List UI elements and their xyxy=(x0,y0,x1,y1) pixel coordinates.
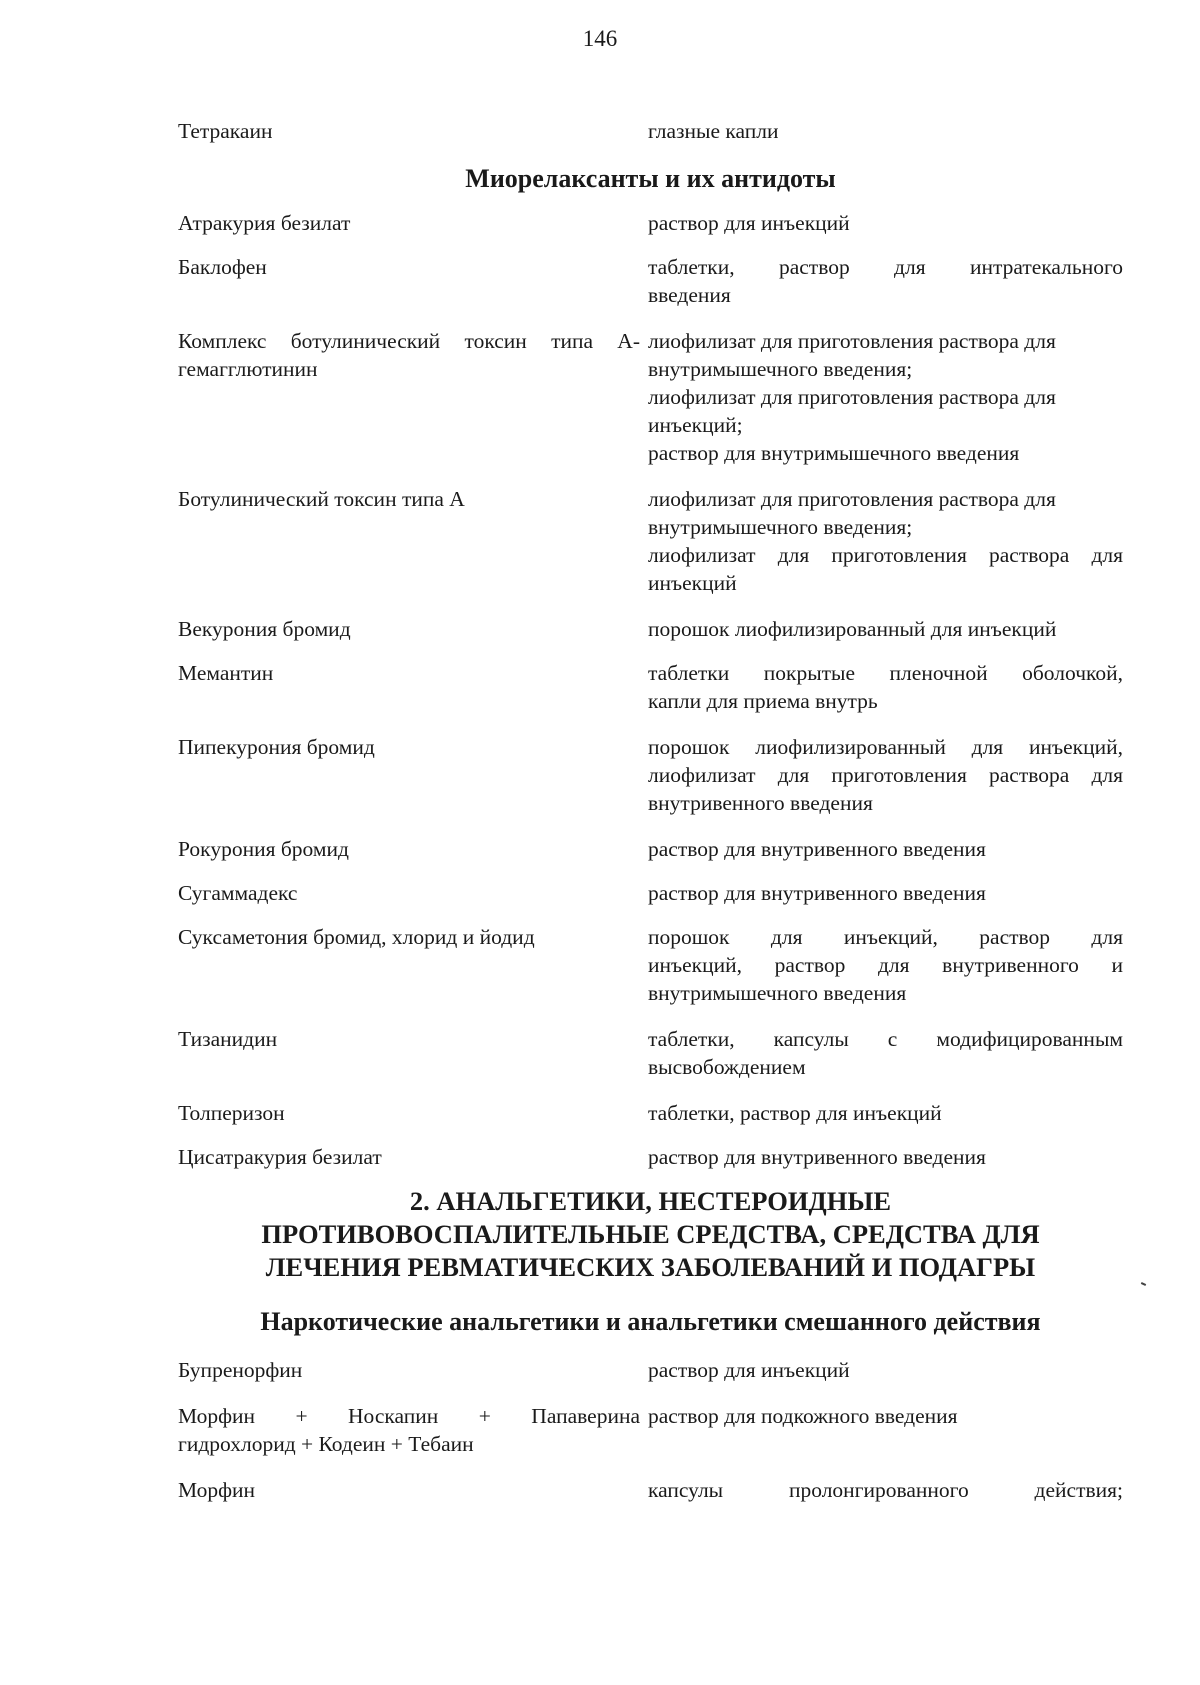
drug-name xyxy=(178,835,648,863)
text-line: раствор для внутривенного введения xyxy=(648,1145,986,1169)
table-row xyxy=(178,659,1123,715)
dosage-form xyxy=(648,1025,1123,1081)
drug-name xyxy=(178,615,648,643)
dosage-form xyxy=(648,1356,1123,1384)
text-line: капли для приема внутрь xyxy=(648,689,878,713)
page-number: 146 xyxy=(582,26,618,51)
text-line: таблетки, капсулы с модифицированным xyxy=(648,1027,1123,1051)
drug-name xyxy=(178,1356,648,1384)
text-line: лиофилизат для приготовления раствора для xyxy=(648,329,1056,353)
text-line: раствор для внутримышечного введения xyxy=(648,441,1020,465)
table-row xyxy=(178,117,1123,145)
table-row xyxy=(178,1025,1123,1081)
drug-name xyxy=(178,659,648,715)
table-row xyxy=(178,835,1123,863)
text-line: введения xyxy=(648,283,731,307)
table-row xyxy=(178,1099,1123,1127)
drug-name xyxy=(178,1476,648,1504)
drug-name xyxy=(178,1025,648,1081)
text-line: Мемантин xyxy=(178,661,274,685)
text-line: Баклофен xyxy=(178,255,267,279)
dosage-form xyxy=(648,835,1123,863)
text-line: Атракурия безилат xyxy=(178,211,351,235)
table-row xyxy=(178,615,1123,643)
document-body xyxy=(178,117,1123,1504)
text-line: Ботулинический токсин типа А xyxy=(178,487,465,511)
drug-name xyxy=(178,1099,648,1127)
text-line: таблетки, раствор для интратекального xyxy=(648,255,1123,279)
text-line: Пипекурония бромид xyxy=(178,735,375,759)
drug-name xyxy=(178,485,648,597)
drug-name xyxy=(178,879,648,907)
drug-name xyxy=(178,1402,648,1458)
text-line: лиофилизат для приготовления раствора для xyxy=(648,543,1123,567)
table-row xyxy=(178,1476,1123,1504)
drug-name xyxy=(178,209,648,237)
text-line: порошок лиофилизированный для инъекций, xyxy=(648,735,1123,759)
drug-name xyxy=(178,253,648,309)
text-line: гемагглютинин xyxy=(178,357,318,381)
text-line: гидрохлорид + Кодеин + Тебаин xyxy=(178,1432,474,1456)
text-line: Рокурония бромид xyxy=(178,837,349,861)
dosage-form xyxy=(648,209,1123,237)
pre-table xyxy=(178,117,1123,145)
text-line: раствор для подкожного введения xyxy=(648,1404,958,1428)
table-row xyxy=(178,879,1123,907)
text-line: лиофилизат для приготовления раствора для xyxy=(648,763,1123,787)
text-line: Тетракаин xyxy=(178,119,273,143)
dosage-form xyxy=(648,923,1123,1007)
text-line: Суксаметония бромид, хлорид и йодид xyxy=(178,925,535,949)
text-line: глазные капли xyxy=(648,119,779,143)
table-row xyxy=(178,1402,1123,1458)
dosage-form xyxy=(648,659,1123,715)
dosage-form xyxy=(648,1402,1123,1458)
text-line: внутривенного введения xyxy=(648,791,873,815)
table-row xyxy=(178,1356,1123,1384)
text-line: ЛЕЧЕНИЯ РЕВМАТИЧЕСКИХ ЗАБОЛЕВАНИЙ И ПОДАГРЫ xyxy=(265,1252,1036,1282)
text-line: ПРОТИВОВОСПАЛИТЕЛЬНЫЕ СРЕДСТВА, СРЕДСТВА ДЛЯ xyxy=(261,1219,1040,1249)
table-row xyxy=(178,1143,1123,1171)
text-line: инъекций; xyxy=(648,413,743,437)
text-line: капсулы пролонгированного действия; xyxy=(648,1478,1123,1502)
drug-table xyxy=(178,1356,1123,1504)
text-line: высвобождением xyxy=(648,1055,806,1079)
table-row xyxy=(178,327,1123,467)
text-line: раствор для инъекций xyxy=(648,211,850,235)
group-title xyxy=(178,1185,1123,1284)
table-row xyxy=(178,209,1123,237)
table-row xyxy=(178,733,1123,817)
text-line: Сугаммадекс xyxy=(178,881,298,905)
text-line: раствор для внутривенного введения xyxy=(648,881,986,905)
drug-name xyxy=(178,1143,648,1171)
text-line: таблетки покрытые пленочной оболочкой, xyxy=(648,661,1123,685)
dosage-form xyxy=(648,117,1123,145)
drug-name xyxy=(178,733,648,817)
text-line: Тизанидин xyxy=(178,1027,278,1051)
drug-name xyxy=(178,117,648,145)
drug-table xyxy=(178,209,1123,1171)
text-line: внутримышечного введения; xyxy=(648,515,913,539)
dosage-form xyxy=(648,485,1123,597)
text-line: 2. АНАЛЬГЕТИКИ, НЕСТЕРОИДНЫЕ xyxy=(409,1186,892,1216)
text-line: Морфин + Носкапин + Папаверина xyxy=(178,1404,640,1428)
section-heading: Миорелаксанты и их антидоты xyxy=(465,164,836,193)
scan-mark xyxy=(1141,1282,1146,1286)
text-line: лиофилизат для приготовления раствора для xyxy=(648,487,1056,511)
text-line: порошок для инъекций, раствор для xyxy=(648,925,1123,949)
drug-name xyxy=(178,327,648,467)
text-line: Морфин xyxy=(178,1478,256,1502)
dosage-form xyxy=(648,327,1123,467)
dosage-form xyxy=(648,615,1123,643)
dosage-form xyxy=(648,1476,1123,1504)
text-line: Комплекс ботулинический токсин типа А- xyxy=(178,329,640,353)
text-line: Бупренорфин xyxy=(178,1358,303,1382)
text-line: Цисатракурия безилат xyxy=(178,1145,382,1169)
text-line: инъекций, раствор для внутривенного и xyxy=(648,953,1123,977)
text-line: раствор для инъекций xyxy=(648,1358,850,1382)
text-line: Толперизон xyxy=(178,1101,285,1125)
text-line: внутримышечного введения xyxy=(648,981,907,1005)
dosage-form xyxy=(648,1143,1123,1171)
text-line: лиофилизат для приготовления раствора для xyxy=(648,385,1056,409)
dosage-form xyxy=(648,1099,1123,1127)
dosage-form xyxy=(648,879,1123,907)
text-line: Векурония бромид xyxy=(178,617,351,641)
text-line: порошок лиофилизированный для инъекций xyxy=(648,617,1057,641)
text-line: внутримышечного введения; xyxy=(648,357,913,381)
table-row xyxy=(178,485,1123,597)
section-heading: Наркотические анальгетики и анальгетики смешанного действия xyxy=(260,1307,1041,1336)
dosage-form xyxy=(648,733,1123,817)
table-row xyxy=(178,923,1123,1007)
dosage-form xyxy=(648,253,1123,309)
table-row xyxy=(178,253,1123,309)
drug-name xyxy=(178,923,648,1007)
text-line: таблетки, раствор для инъекций xyxy=(648,1101,942,1125)
text-line: инъекций xyxy=(648,571,737,595)
text-line: раствор для внутривенного введения xyxy=(648,837,986,861)
